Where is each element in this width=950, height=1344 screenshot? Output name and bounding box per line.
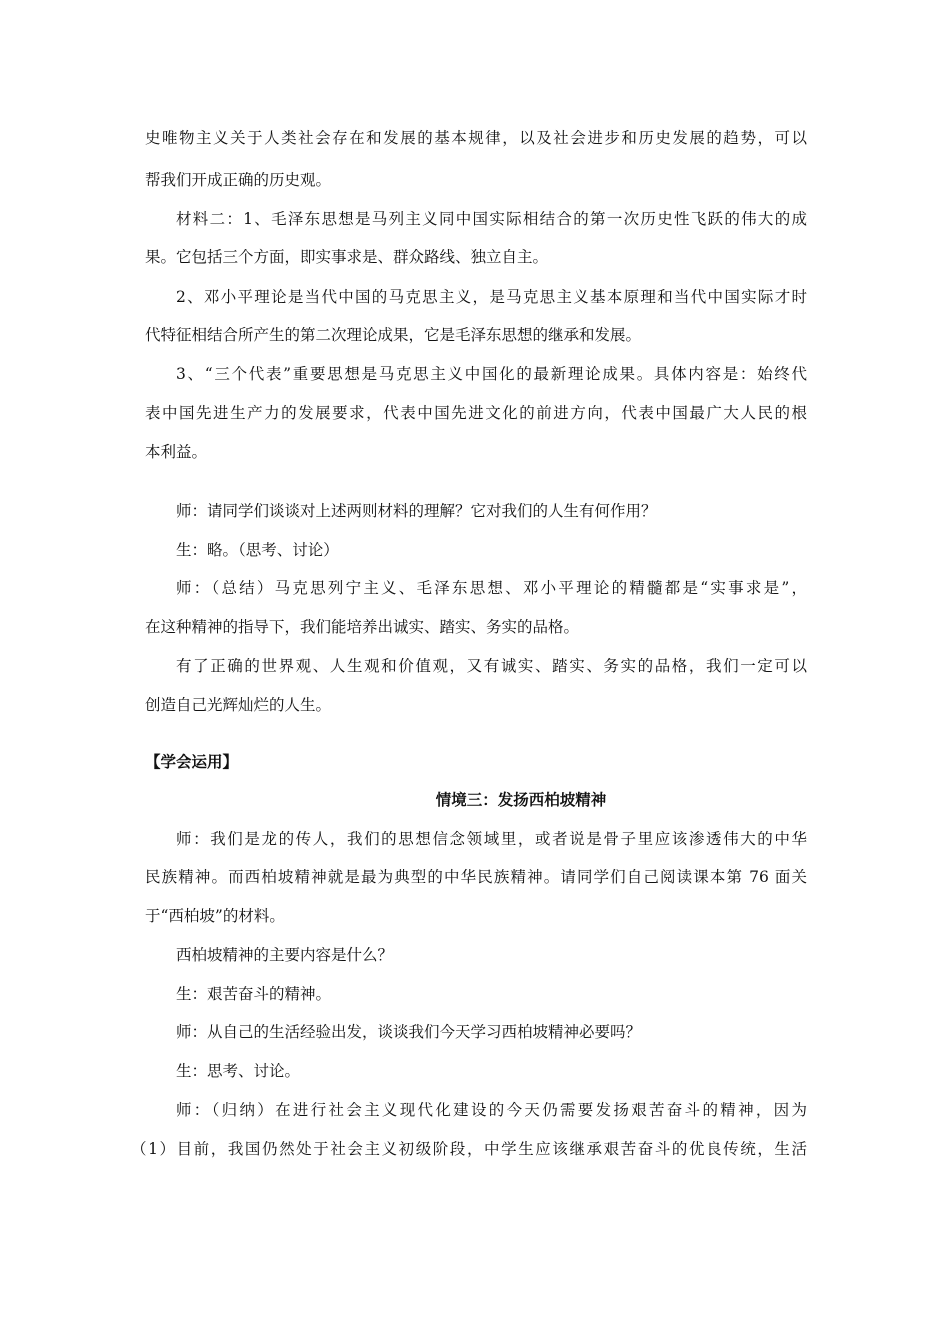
text-line: 果。它包括三个方面，即实事求是、群众路线、独立自主。 (145, 248, 549, 266)
text-line: 西柏坡精神的主要内容是什么？ (176, 946, 394, 964)
text-line: 材料二：1、毛泽东思想是马列主义同中国实际相结合的第一次历史性飞跃的伟大的成 (176, 210, 807, 228)
text-line: 生：略。（思考、讨论） (176, 541, 339, 559)
text-line: 师：请同学们谈谈对上述两则材料的理解？它对我们的人生有何作用？ (176, 502, 657, 520)
text-line: 表中国先进生产力的发展要求，代表中国先进文化的前进方向，代表中国最广大人民的根 (145, 404, 807, 422)
text-line: 师：从自己的生活经验出发，谈谈我们今天学习西柏坡精神必要吗？ (176, 1023, 642, 1041)
text-line: 有了正确的世界观、人生观和价值观，又有诚实、踏实、务实的品格，我们一定可以 (176, 657, 807, 675)
text-line: 师：（归纳）在进行社会主义现代化建设的今天仍需要发扬艰苦奋斗的精神，因为 (176, 1101, 807, 1119)
text-line: 于“西柏坡”的材料。 (145, 907, 285, 925)
text-line: 3、“三个代表”重要思想是马克思主义中国化的最新理论成果。具体内容是：始终代 (176, 365, 807, 383)
text-line: 在这种精神的指导下，我们能培养出诚实、踏实、务实的品格。 (145, 618, 580, 636)
text-line: 生：艰苦奋斗的精神。 (176, 985, 332, 1003)
text-line: 民族精神。而西柏坡精神就是最为典型的中华民族精神。请同学们自己阅读课本第 76 面关 (145, 868, 807, 886)
text-line: 创造自己光辉灿烂的人生。 (145, 696, 332, 714)
text-line: 代特征相结合所产生的第二次理论成果，它是毛泽东思想的继承和发展。 (145, 326, 642, 344)
section-heading: 【学会运用】 (145, 753, 239, 771)
text-line: 帮我们开成正确的历史观。 (145, 171, 332, 189)
text-line: （1）目前，我国仍然处于社会主义初级阶段，中学生应该继承艰苦奋斗的优良传统，生活 (131, 1140, 807, 1158)
text-line: 师：（总结）马克思列宁主义、毛泽东思想、邓小平理论的精髓都是“实事求是”， (176, 579, 807, 597)
scenario-title: 情境三：发扬西柏坡精神 (435, 791, 607, 809)
text-line: 本利益。 (145, 443, 208, 461)
text-line: 师：我们是龙的传人，我们的思想信念领域里，或者说是骨子里应该渗透伟大的中华 (176, 830, 807, 848)
text-line: 2、邓小平理论是当代中国的马克思主义，是马克思主义基本原理和当代中国实际才时 (176, 288, 807, 306)
text-line: 生：思考、讨论。 (176, 1062, 301, 1080)
text-line: 史唯物主义关于人类社会存在和发展的基本规律，以及社会进步和历史发展的趋势，可以 (145, 129, 807, 147)
